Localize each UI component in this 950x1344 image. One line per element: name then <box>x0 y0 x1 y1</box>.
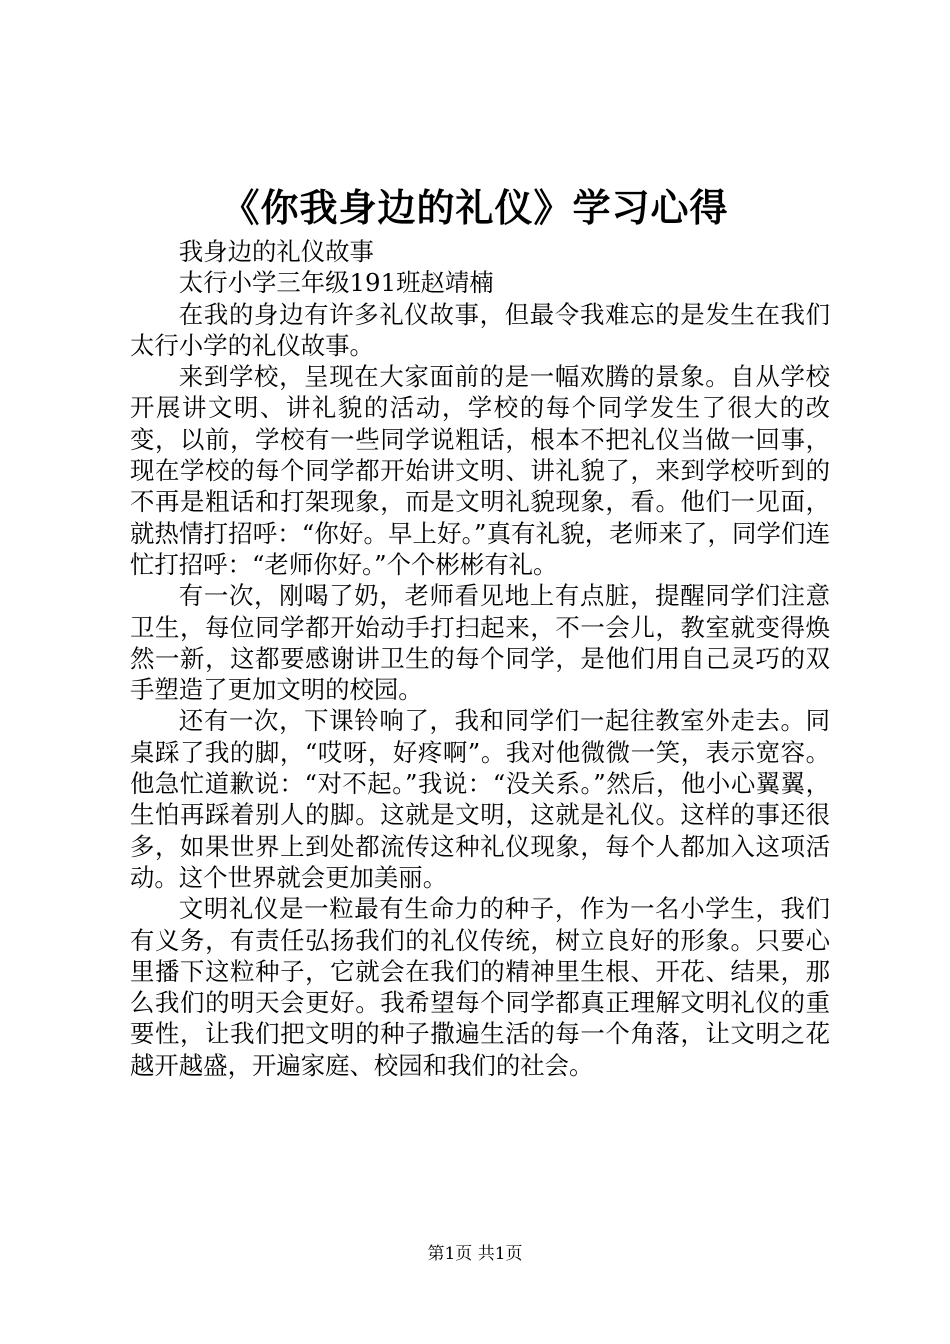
paragraph: 有一次，刚喝了奶，老师看见地上有点脏，提醒同学们注意卫生，每位同学都开始动手打扫起来，不一会儿，教室就变得焕然一新，这都要感谢讲卫生的每个同学，是他们用自己灵巧的双手塑造了更加文明的校园。 <box>130 581 830 705</box>
paragraph: 还有一次，下课铃响了，我和同学们一起往教室外走去。同桌踩了我的脚，“哎呀，好疼啊”。我对他微微一笑，表示宽容。他急忙道歉说：“对不起。”我说：“没关系。”然后，他小心翼翼，生怕再踩着别人的脚。这就是文明，这就是礼仪。这样的事还很多，如果世界上到处都流传这种礼仪现象，每个人都加入这项活动。这个世界就会更加美丽。 <box>130 706 830 892</box>
subtitle: 我身边的礼仪故事 <box>178 237 374 266</box>
paragraph: 在我的身边有许多礼仪故事，但最令我难忘的是发生在我们太行小学的礼仪故事。 <box>130 299 830 360</box>
author-line: 太行小学三年级191班赵靖楠 <box>178 268 494 298</box>
page-title: 《你我身边的礼仪》学习心得 <box>221 185 729 230</box>
page-footer: 第1页 共1页 <box>427 1244 523 1264</box>
paragraph: 文明礼仪是一粒最有生命力的种子，作为一名小学生，我们有义务，有责任弘扬我们的礼仪传统，树立良好的形象。只要心里播下这粒种子，它就会在我们的精神里生根、开花、结果，那么我们的明天会更好。我希望每个同学都真正理解文明礼仪的重要性，让我们把文明的种子撒遍生活的每一个角落，让文明之花越开越盛，开遍家庭、校园和我们的社会。 <box>130 894 830 1080</box>
document-body <box>130 236 830 1081</box>
paragraph: 来到学校，呈现在大家面前的是一幅欢腾的景象。自从学校开展讲文明、讲礼貌的活动，学校的每个同学发生了很大的改变，以前，学校有一些同学说粗话，根本不把礼仪当做一回事，现在学校的每个同学都开始讲文明、讲礼貌了，来到学校听到的不再是粗话和打架现象，而是文明礼貌现象，看。他们一见面，就热情打招呼：“你好。早上好。”真有礼貌，老师来了，同学们连忙打招呼：“老师你好。”个个彬彬有礼。 <box>130 362 830 579</box>
